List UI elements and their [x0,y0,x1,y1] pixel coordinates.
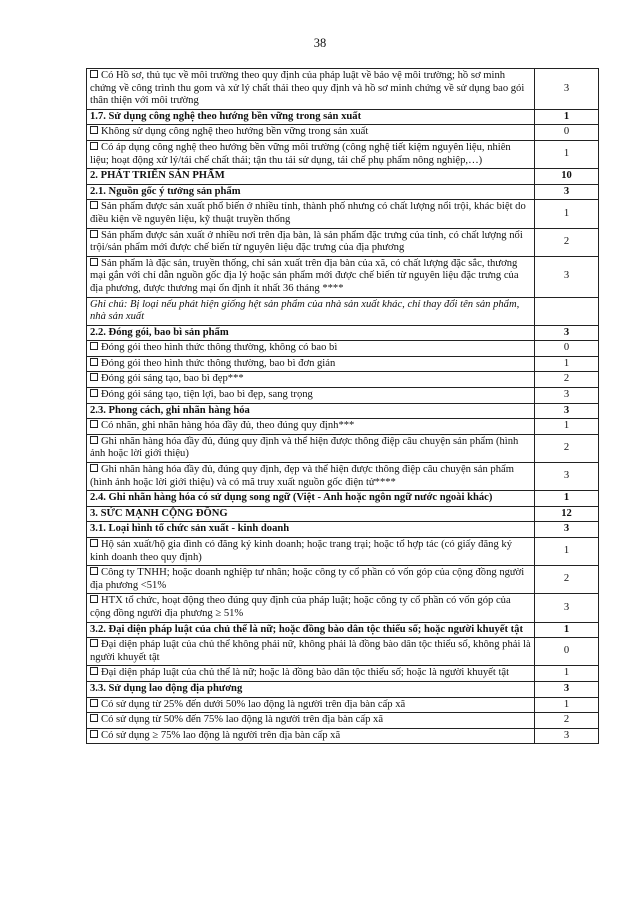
criterion-text: Có sử dụng từ 25% đến dưới 50% lao động là người trên địa bàn cấp xã [101,698,406,710]
criterion-text: HTX tổ chức, hoạt động theo đúng quy định của pháp luật; hoặc công ty cổ phần có vốn góp của cộng đồng người địa phương ≥ 51% [90,595,511,619]
checkbox-icon [90,714,98,722]
criterion-text: Đóng gói sáng tạo, bao bì đẹp*** [101,373,244,385]
criterion-text: Sản phẩm là đặc sản, truyền thống, chỉ sản xuất trên địa bàn của xã, có chất lượng đặc sắc, thương mại gắn với chỉ dẫn nguồn gốc địa lý hoặc sản phẩm mới được chế biến từ nguyên liệu đặc trưng của địa phương, được thương mại ổn định ít nhất 36 tháng **** [90,257,519,294]
criterion-row [87,140,599,168]
score-cell: 1 [535,538,599,566]
criterion-text: Hộ sản xuất/hộ gia đình có đăng ký kinh doanh; hoặc trang trại; hoặc tổ hợp tác (có giấy đăng ký kinh doanh theo quy định) [90,539,512,563]
score-cell: 3 [535,594,599,622]
score-cell: 2 [535,228,599,256]
criterion-row [87,638,599,666]
criterion-cell [87,356,535,372]
checkbox-icon [90,342,98,350]
criterion-cell [87,169,535,185]
criterion-text: 2. PHÁT TRIỂN SẢN PHẨM [90,170,225,182]
criterion-text: Có Hồ sơ, thủ tục về môi trường theo quy định của pháp luật về bảo vệ môi trường; hồ sơ minh chứng về công trình thu gom và xử lý chất thải theo quy định và hồ sơ minh chứng về sử dụng bao gói thân thiện với môi trường [90,70,525,107]
score-cell: 12 [535,506,599,522]
criterion-text: Đại diện pháp luật của chủ thể là nữ; hoặc là đồng bào dân tộc thiểu số; hoặc là người khuyết tật [101,667,510,679]
note-row [87,297,599,325]
section-row [87,681,599,697]
score-cell: 3 [535,681,599,697]
criterion-cell [87,728,535,744]
criterion-text: Sản phẩm được sản xuất ở nhiều nơi trên địa bàn, là sản phẩm đặc trưng của tỉnh, có chất lượng nổi trội/sản phẩm mới được chế biến từ nguyên liệu đặc trưng của địa phương [90,229,523,254]
score-cell: 1 [535,622,599,638]
criterion-text: 2.2. Đóng gói, bao bì sản phẩm [90,326,229,338]
checkbox-icon [90,142,98,150]
criterion-cell [87,69,535,110]
section-row [87,169,599,185]
criterion-cell [87,200,535,228]
section-row [87,325,599,341]
criterion-text: Đóng gói theo hình thức thông thường, không có bao bì [101,342,338,354]
score-cell: 0 [535,125,599,141]
criterion-row [87,200,599,228]
criterion-row [87,666,599,682]
criterion-row [87,728,599,744]
score-cell: 1 [535,140,599,168]
criterion-row [87,697,599,713]
criterion-cell [87,297,535,325]
criterion-row [87,69,599,110]
section-row [87,184,599,200]
criterion-row [87,388,599,404]
checkbox-icon [90,667,98,675]
criterion-row [87,463,599,491]
criterion-text: 2.1. Nguồn gốc ý tưởng sản phẩm [90,185,241,197]
criterion-text: Có nhãn, ghi nhãn hàng hóa đầy đủ, theo đúng quy định*** [101,420,355,432]
criterion-cell [87,388,535,404]
score-cell: 0 [535,341,599,357]
criterion-text: Ghi nhãn hàng hóa đầy đủ, đúng quy định và thể hiện được thông điệp câu chuyện sản phẩm (hình ảnh hoặc lời giới thiệu) [90,435,519,460]
criterion-cell [87,506,535,522]
checkbox-icon [90,420,98,428]
page-number: 38 [313,36,327,50]
score-cell: 3 [535,256,599,297]
section-row [87,622,599,638]
criterion-cell [87,594,535,622]
criterion-text: Đóng gói theo hình thức thông thường, bao bì đơn giản [101,357,336,369]
score-cell: 3 [535,463,599,491]
criterion-text: Sản phẩm được sản xuất phổ biến ở nhiều tỉnh, thành phố nhưng có chất lượng nổi trội, khác biệt do điều kiện về nguyên liệu, kỹ thuật truyền thống [90,201,526,225]
criterion-text: 1.7. Sử dụng công nghệ theo hướng bền vững trong sản xuất [90,110,362,122]
score-cell: 2 [535,372,599,388]
checkbox-icon [90,373,98,381]
criterion-cell [87,434,535,462]
score-cell: 3 [535,728,599,744]
criterion-cell [87,713,535,729]
criterion-cell [87,419,535,435]
checkbox-icon [90,595,98,603]
section-row [87,403,599,419]
criterion-text: 2.4. Ghi nhãn hàng hóa có sử dụng song ngữ (Việt - Anh hoặc ngôn ngữ nước ngoài khác) [90,492,493,504]
checkbox-icon [90,639,98,647]
criterion-cell [87,666,535,682]
criterion-row [87,434,599,462]
criterion-cell [87,372,535,388]
criterion-row [87,125,599,141]
score-cell: 1 [535,419,599,435]
criterion-row [87,538,599,566]
section-row [87,506,599,522]
criterion-row [87,594,599,622]
checkbox-icon [90,539,98,547]
criterion-cell [87,622,535,638]
score-cell: 1 [535,356,599,372]
criterion-text: Công ty TNHH; hoặc doanh nghiệp tư nhân; hoặc công ty cổ phần có vốn góp của cộng đồng người địa phương <51% [90,567,525,591]
score-cell: 1 [535,200,599,228]
checkbox-icon [90,389,98,397]
criterion-text: Đại diện pháp luật của chủ thể không phải nữ, không phải là đồng bào dân tộc thiểu số, không phải là người khuyết tật [90,639,531,663]
criterion-text: Ghi nhãn hàng hóa đầy đủ, đúng quy định, đẹp và thể hiện được thông điệp câu chuyện sản phẩm (hình ảnh hoặc lời giới thiệu) và có mã truy xuất nguồn gốc điện tử**** [90,464,514,488]
criterion-row [87,256,599,297]
checkbox-icon [90,126,98,134]
criterion-text: Có áp dụng công nghệ theo hướng bền vững môi trường (công nghệ tiết kiệm nguyên liệu, nhiên liệu; hoạt động xử lý/tái chế chất thải; tận thu tái sử dụng, tái chế phụ phẩm nông nghiệp,…) [90,141,511,166]
criterion-row [87,341,599,357]
score-cell: 1 [535,697,599,713]
criterion-text: 3.3. Sử dụng lao động địa phương [90,682,243,694]
score-cell: 1 [535,491,599,507]
criterion-cell [87,638,535,666]
score-cell: 3 [535,403,599,419]
section-row [87,522,599,538]
checkbox-icon [90,358,98,366]
criterion-cell [87,403,535,419]
score-cell: 2 [535,713,599,729]
score-cell [535,297,599,325]
score-cell: 3 [535,69,599,110]
criterion-row [87,372,599,388]
score-cell: 2 [535,566,599,594]
score-cell: 10 [535,169,599,185]
criterion-text: Đóng gói sáng tạo, tiện lợi, bao bì đẹp, sang trọng [101,389,313,401]
criterion-row [87,566,599,594]
criterion-cell [87,566,535,594]
score-cell: 3 [535,325,599,341]
criterion-cell [87,697,535,713]
score-cell: 1 [535,109,599,125]
section-row [87,109,599,125]
criterion-text: Có sử dụng ≥ 75% lao động là người trên địa bàn cấp xã [101,729,341,741]
score-cell: 3 [535,184,599,200]
criterion-cell [87,140,535,168]
criterion-row [87,713,599,729]
criterion-text: Ghi chú: Bị loại nếu phát hiện giống hệt sản phẩm của nhà sản xuất khác, chỉ thay đổi tên sản phẩm, nhà sản xuất [90,298,520,323]
criterion-cell [87,522,535,538]
criterion-cell [87,538,535,566]
checkbox-icon [90,567,98,575]
checkbox-icon [90,230,98,238]
score-cell: 2 [535,434,599,462]
score-cell: 3 [535,522,599,538]
criterion-cell [87,256,535,297]
score-cell: 1 [535,666,599,682]
checkbox-icon [90,258,98,266]
criterion-text: Có sử dụng từ 50% đến 75% lao động là người trên địa bàn cấp xã [101,714,384,726]
criterion-cell [87,109,535,125]
criterion-text: 3.2. Đại diện pháp luật của chủ thể là nữ; hoặc đồng bào dân tộc thiểu số; hoặc người khuyết tật [90,623,523,635]
criterion-text: Không sử dụng công nghệ theo hướng bền vững trong sản xuất [101,126,369,138]
criterion-cell [87,228,535,256]
criterion-text: 3. SỨC MẠNH CỘNG ĐỒNG [90,507,228,519]
criterion-row [87,419,599,435]
checkbox-icon [90,436,98,444]
criterion-cell [87,491,535,507]
criterion-row [87,356,599,372]
criterion-text: 3.1. Loại hình tổ chức sản xuất - kinh doanh [90,523,290,535]
criterion-cell [87,341,535,357]
checkbox-icon [90,730,98,738]
checkbox-icon [90,464,98,472]
scoring-criteria-table [86,68,599,744]
checkbox-icon [90,699,98,707]
criterion-cell [87,184,535,200]
criterion-row [87,228,599,256]
checkbox-icon [90,70,98,78]
checkbox-icon [90,201,98,209]
score-cell: 0 [535,638,599,666]
criterion-cell [87,125,535,141]
criterion-cell [87,325,535,341]
criterion-cell [87,463,535,491]
criterion-text: 2.3. Phong cách, ghi nhãn hàng hóa [90,404,250,416]
score-cell: 3 [535,388,599,404]
criterion-cell [87,681,535,697]
section-row [87,491,599,507]
